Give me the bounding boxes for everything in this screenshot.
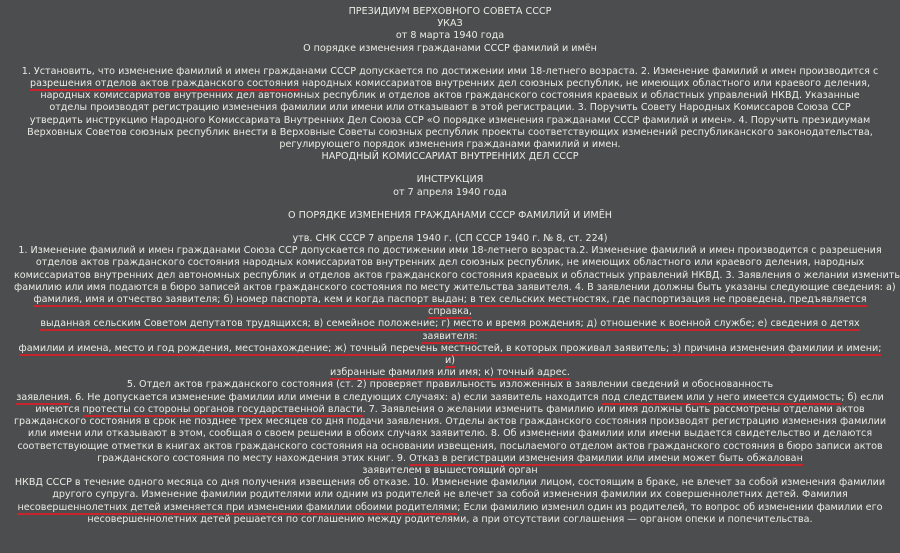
text-segment: 5. Отдел актов гражданского состояния (ст. 2) проверяет правильность изложенных в заявлении сведений и обоснованность	[126, 379, 774, 391]
text-segment: утвердить инструкцию Народного Комиссариата Внутренних Дел Союза ССР «О порядке изменения гражданами СССР фамилий и имен». 4. Поручить президиумам	[29, 114, 871, 126]
text-segment: или имени или отказывают в этом, сообщая о своем решении в обоих случаях заявителю. 8. Об изменении фамилии или имени выдается свидетельство и делаются	[27, 428, 873, 440]
decree-body	[14, 66, 886, 151]
text-segment: гражданского состояния по месту нахождения этих книг. 9.	[97, 452, 410, 464]
text-segment: ; Если фамилию изменил один из родителей, то вопрос об изменении фамилии его	[457, 501, 883, 513]
text-line	[14, 139, 886, 151]
text-line	[14, 392, 886, 404]
text-line	[14, 115, 886, 127]
underlined-text: под следствием или у него имеется судимость	[601, 391, 842, 403]
text-line	[14, 367, 886, 391]
underlined-text: протесты со стороны органов государственной власти	[82, 403, 363, 415]
text-segment: другого супруга. Изменение фамилии родителями или одним из родителей не влечет за собой изменения фамилии их совершеннолетних детей. Фамилия	[52, 489, 848, 501]
decree-date: от 8 марта 1940 года	[395, 30, 505, 42]
underlined-text: несовершеннолетних детей изменяется при изменении фамилии обоими родителями	[17, 501, 458, 513]
underlined-text: фамилия, имя и отчество заявителя; б) номер паспорта, кем и когда паспорт выдан; в тех сельских местностях, где паспортизация не проведена, предъявляется справка,	[33, 294, 867, 318]
underlined-text: выданная сельским Советом депутатов трудящихся; в) семейное положение; г) место и время рождения; д) отношение к военной службе; е) сведения о детях заявителя:	[40, 318, 860, 342]
instruction-type: ИНСТРУКЦИЯ	[416, 174, 484, 186]
text-line	[14, 102, 886, 114]
underlined-text: заявления	[16, 391, 69, 403]
text-line	[14, 257, 886, 269]
text-line	[14, 281, 896, 294]
instruction-title: О ПОРЯДКЕ ИЗМЕНЕНИЯ ГРАЖДАНАМИ СССР ФАМИЛИЙ И ИМЁН	[288, 209, 612, 221]
text-segment: 1. Установить, что изменение фамилий и имен гражданами СССР допускается по достижении ими 18-летнего возраста. 2. Изменение фамилий и имен производится с	[21, 65, 879, 77]
text-line	[14, 66, 886, 78]
text-line	[14, 78, 886, 90]
text-segment: гражданского состояния в срок не позднее трех месяцев со дня подачи заявления. Отделы актов гражданского состояния производят регистрацию изменения фамилии	[14, 416, 887, 428]
text-line	[14, 245, 886, 257]
text-segment: народных комиссариатов внутренних дел автономных республик и отделов актов гражданского состояния краевых и областных управлений НКВД. Указанные	[40, 90, 860, 102]
text-line	[14, 428, 886, 440]
decree-title: О порядке изменения гражданами СССР фамилий и имён	[303, 42, 597, 54]
text-line	[14, 453, 886, 477]
text-line	[14, 318, 886, 342]
decree-type: УКАЗ	[437, 18, 463, 30]
text-line	[14, 404, 886, 416]
text-line	[14, 489, 886, 501]
decree-issuer: ПРЕЗИДИУМ ВЕРХОВНОГО СОВЕТА СССР	[348, 6, 552, 17]
instruction-approval: утв. СНК СССР 7 апреля 1940 г. (СП СССР 1940 г. № 8, ст. 224)	[292, 233, 608, 245]
text-segment: народных комиссариатов внутренних дел союзных республик, не имеющих областного или краевого деления,	[298, 78, 870, 90]
text-line	[14, 477, 886, 489]
instruction-body	[14, 245, 900, 526]
instruction-issuer: НАРОДНЫЙ КОМИССАРИАТ ВНУТРЕННИХ ДЕЛ СССР	[321, 151, 579, 163]
text-line	[14, 269, 900, 282]
text-segment: отделы производят регистрацию изменения фамилии или имени или отказывают в этой регистрации. 3. Поручить Совету Народных Комиссаров Союза ССР	[49, 102, 851, 114]
underlined-text: избранные фамилия или имя; к) точный адрес.	[330, 367, 570, 379]
text-line	[14, 294, 886, 318]
underlined-text: фамилии и имена, место и год рождения, местонахождение; ж) точный перечень местностей, в которых проживал заявитель; з) причина изменения фамилии и имени; и)	[18, 342, 882, 367]
underlined-text: разрешения отделов актов гражданского состояния	[29, 78, 299, 90]
text-line	[14, 416, 886, 428]
text-segment: отделов актов гражданского состояния народных комиссариатов внутренних дел союзных республик, не имеющих областного или краевого деления, народных	[35, 257, 865, 269]
text-segment: регулирующего порядок изменения гражданами фамилий и имен.	[279, 139, 621, 151]
text-segment: фамилию или имя подаются в бюро записей актов гражданского состояния по месту жительства заявителя. 4. В заявлении должны быть указаны следующие сведения: а)	[14, 281, 896, 293]
text-line	[14, 90, 886, 102]
text-line	[14, 441, 886, 453]
underlined-text: Отказ в регистрации изменения фамилии или имени может быть обжалован	[409, 452, 803, 464]
text-line	[14, 127, 886, 139]
instruction-date: от 7 апреля 1940 года	[393, 186, 507, 198]
text-line	[14, 502, 886, 514]
text-segment: . 7. Заявления о желании изменить фамилию или имя должны быть рассмотрены отделами актов	[362, 403, 865, 415]
text-segment: . 6. Не допускается изменение фамилии или имени в следующих случаях: а) если заявитель находится	[68, 391, 602, 403]
text-segment: соответствующие отметки в книгах актов гражданского состояния на основании извещения, посылаемого отделом актов гражданского состояния в бюро записи актов	[17, 440, 883, 452]
text-segment: заявителем в вышестоящий орган	[362, 464, 538, 476]
text-segment: ; б) если	[841, 391, 884, 403]
text-segment: 1. Изменение фамилий и имен гражданами Союза ССР допускается по достижении ими 18-летнего возраста.2. Изменение фамилий и имен производится с разрешения	[18, 245, 882, 257]
text-segment: комиссариатов внутренних дел автономных республик и отделов актов гражданского состояния краевых и областных управлений НКВД. 3. Заявления о желании изменить	[14, 269, 900, 281]
text-segment: имеются	[35, 403, 83, 415]
text-line	[14, 514, 886, 526]
text-segment: НКВД СССР в течение одного месяца со дня получения извещения об отказе. 10. Изменение фамилии лицом, состоящим в браке, не влечет за собой изменения фамилии	[14, 477, 886, 489]
text-segment: несовершеннолетних детей решается по соглашению между родителями, а при отсутствии соглашения — органом опеки и попечительства.	[87, 513, 813, 525]
text-segment: Верховных Советов союзных республик внести в Верховные Советы союзных республик проекты соответствующих изменений республиканского законодательства,	[27, 126, 873, 138]
text-line	[14, 343, 886, 367]
